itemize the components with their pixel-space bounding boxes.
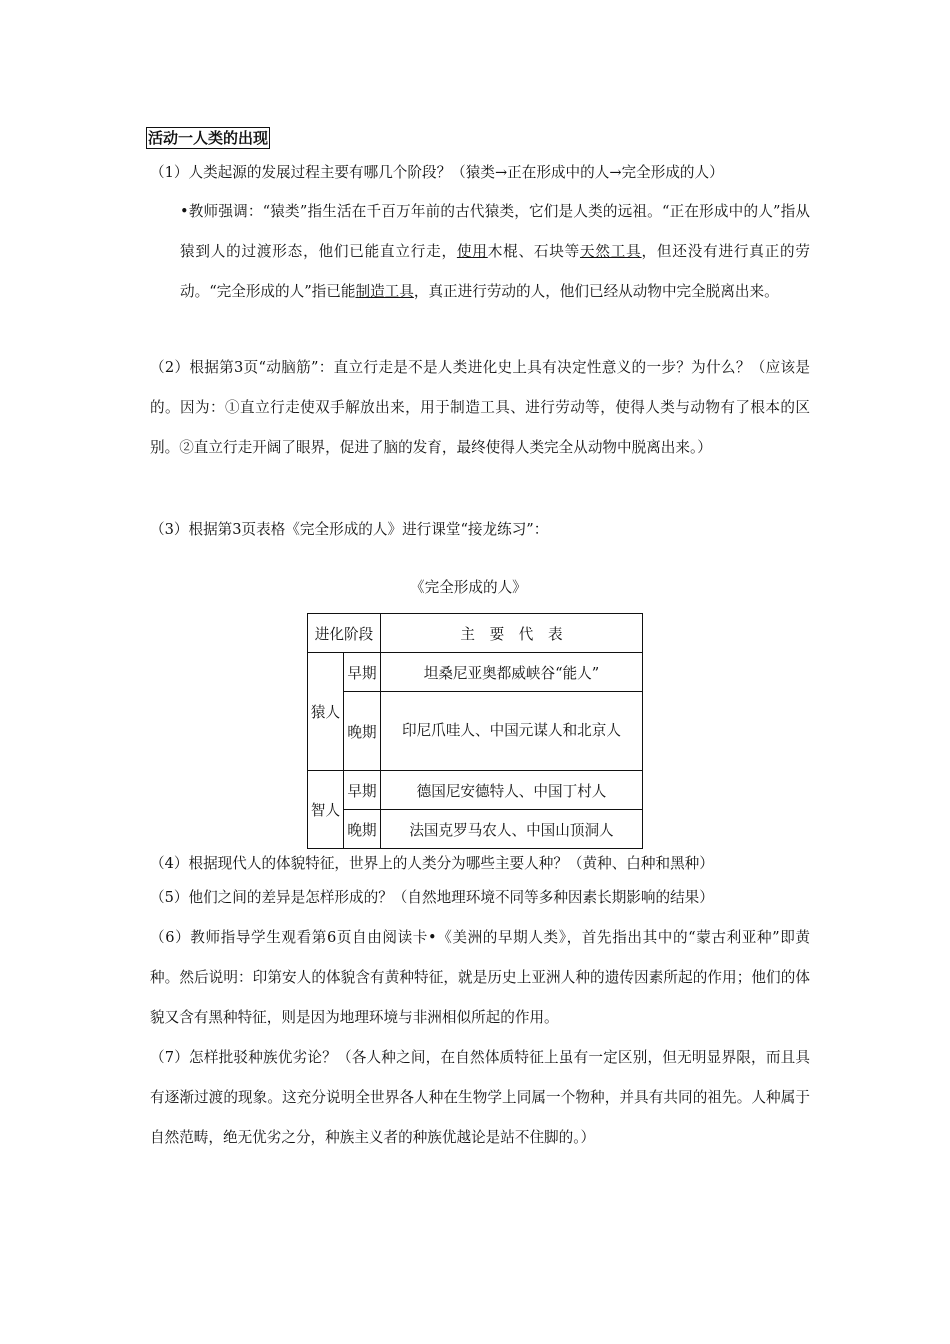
underlined-term-make-tools: 制造工具 [355,283,414,300]
table-row [308,692,643,771]
question-4: （4）根据现代人的体貌特征，世界上的人类分为哪些主要人种？（黄种、白种和黑种） [150,855,714,872]
question-1: （1）人类起源的发展过程主要有哪几个阶段？（猿类→正在形成中的人→完全形成的人） [150,164,724,181]
stage-cell-ape-man: 猿人 [308,653,344,771]
header-representative: 主 要 代 表 [381,614,643,653]
representative-cell: 德国尼安德特人、中国丁村人 [381,771,643,810]
teacher-note [180,192,810,312]
teacher-note-text-3: ，但还没有进行真正的劳动。“完全形成的人”指已能 [180,243,810,300]
teacher-note-text-1: •教师强调：“猿类”指生活在千百万年前的古代猿类，它们是人类的远祖。“正在形成中的人”指从猿到人的过渡形态，他们已能直立行走， [180,203,810,260]
section-heading: 活动一人类的出现 [148,129,269,147]
representative-cell: 坦桑尼亚奥都威峡谷“能人” [381,653,643,692]
question-7: （7）怎样批驳种族优劣论？（各人种之间，在自然体质特征上虽有一定区别，但无明显界限，而且具有逐渐过渡的现象。这充分说明全世界各人种在生物学上同属一个物种，并具有共同的祖先。人种属于自然范畴，绝无优劣之分，种族主义者的种族优越论是站不住脚的。） [150,1049,810,1146]
representative-cell: 印尼爪哇人、中国元谋人和北京人 [381,692,643,771]
question-3: （3）根据第3页表格《完全形成的人》进行课堂“接龙练习”： [150,521,549,538]
period-cell: 晚期 [344,810,381,849]
period-cell: 晚期 [344,692,381,771]
question-6: （6）教师指导学生观看第6页自由阅读卡•《美洲的早期人类》，首先指出其中的“蒙古利亚种”即黄种。然后说明：印第安人的体貌含有黄种特征，就是历史上亚洲人种的遗传因素所起的作用；他们的体貌又含有黑种特征，则是因为地理环境与非洲相似所起的作用。 [150,929,810,1026]
period-cell: 早期 [344,771,381,810]
table-row [308,653,643,692]
table-row [308,810,643,849]
stage-cell-homo-sapiens: 智人 [308,771,344,849]
table-row [308,771,643,810]
representative-cell: 法国克罗马农人、中国山顶洞人 [381,810,643,849]
teacher-note-text-2: 木棍、石块等 [487,243,580,260]
teacher-note-text-4: ，真正进行劳动的人，他们已经从动物中完全脱离出来。 [413,283,779,300]
table-header-row [308,614,643,653]
table-caption: 《完全形成的人》 [410,579,527,596]
underlined-term-use: 使用 [456,243,488,260]
underlined-term-natural-tools: 天然工具 [580,243,642,260]
period-cell: 早期 [344,653,381,692]
question-5: （5）他们之间的差异是怎样形成的？（自然地理环境不同等多种因素长期影响的结果） [150,889,714,906]
header-stage: 进化阶段 [308,614,381,653]
question-2: （2）根据第3页“动脑筋”：直立行走是不是人类进化史上具有决定性意义的一步？为什么？（应该是的。因为：①直立行走使双手解放出来，用于制造工具、进行劳动等，使得人类与动物有了根本的区别。②直立行走开阔了眼界，促进了脑的发育，最终使得人类完全从动物中脱离出来。） [150,359,810,456]
evolution-table [307,613,643,849]
